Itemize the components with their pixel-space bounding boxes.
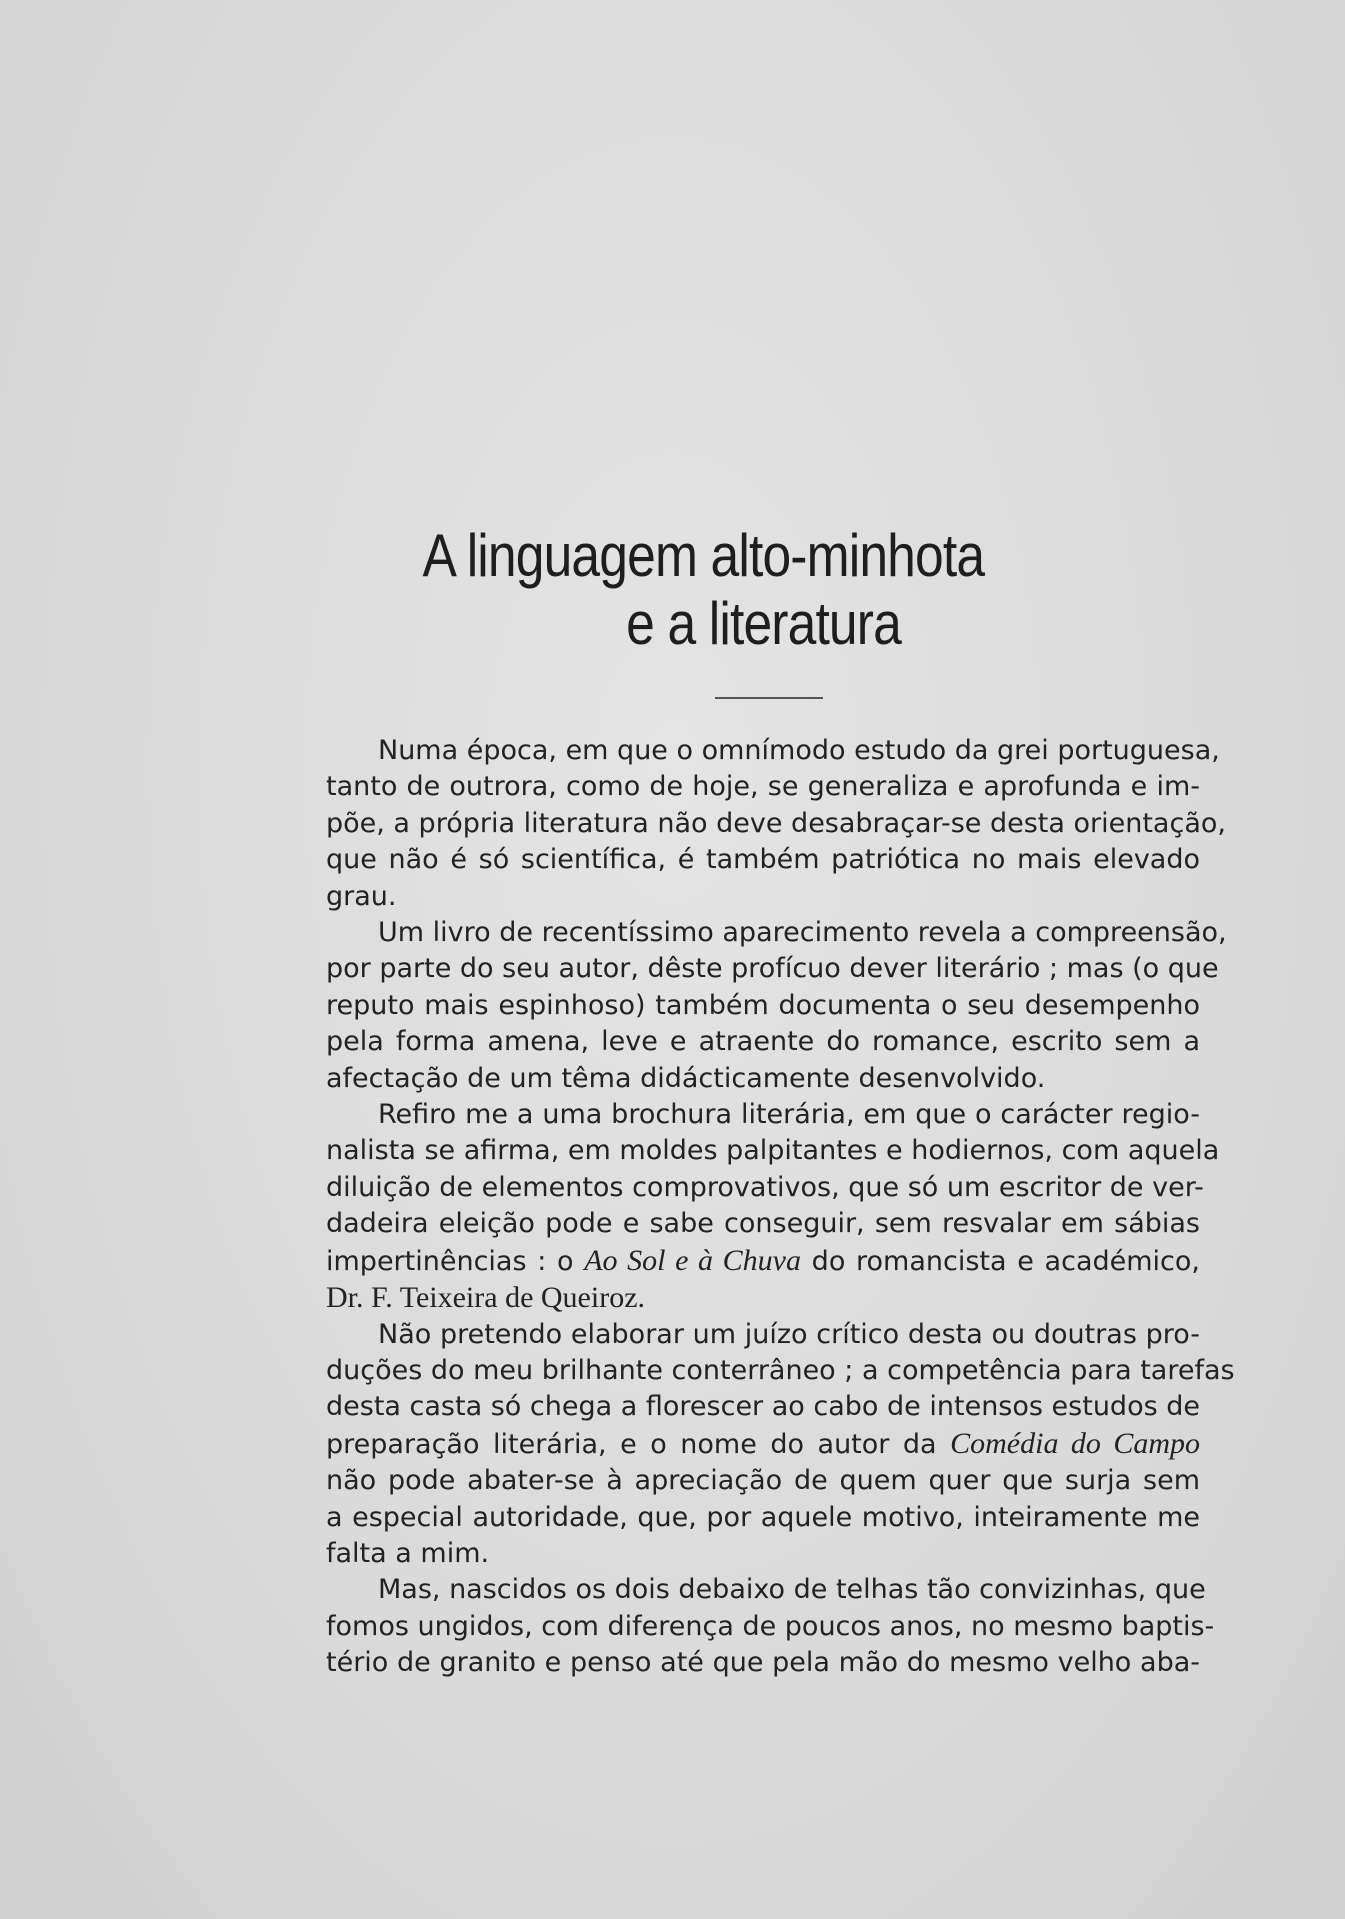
text-line: põe, a própria literatura não deve desabraçar-se desta orientação, <box>326 807 1226 839</box>
text-line: diluição de elementos comprovativos, que só um escritor de ver- <box>326 1171 1204 1203</box>
text-line: por parte do seu autor, dêste profícuo dever literário ; mas (o que <box>326 953 1219 985</box>
text-line: nalista se afirma, em moldes palpitantes e hodiernos, com aquela <box>326 1135 1220 1167</box>
text-line: reputo mais espinhoso) também documenta o seu desempenho <box>326 989 1200 1021</box>
text-line: Refiro me a uma brochura literária, em que o carácter regio- <box>378 1099 1200 1131</box>
text-line-with-book-title <box>326 1426 1200 1463</box>
book-title-ao-sol-e-a-chuva: Ao Sol e à Chuva <box>584 1243 801 1277</box>
text-line: dadeira eleição pode e sabe conseguir, sem resvalar em sábias <box>326 1208 1200 1240</box>
text-line: a especial autoridade, que, por aquele motivo, inteiramente me <box>326 1501 1200 1533</box>
text-line: não pode abater-se à apreciação de quem quer que surja sem <box>326 1465 1200 1497</box>
text-line: tério de granito e penso até que pela mão do mesmo velho aba- <box>326 1647 1200 1679</box>
text-line: que não é só scientífica, é também patriótica no mais elevado <box>326 844 1200 876</box>
text-line: falta a mim. <box>326 1537 490 1569</box>
text-line: Numa época, em que o omnímodo estudo da grei portuguesa, <box>378 735 1220 766</box>
book-title-comedia-do-campo: Comédia do Campo <box>950 1426 1200 1460</box>
text-line-with-book-title <box>326 1243 1200 1280</box>
text-line: duções do meu brilhante conterrâneo ; a competência para tarefas <box>326 1354 1235 1386</box>
text-line: Um livro de recentíssimo aparecimento revela a compreensão, <box>378 917 1227 949</box>
title-line-2: e a literatura <box>626 590 901 657</box>
title-line-1: A linguagem alto-minhota <box>422 522 985 589</box>
text-line: Mas, nascidos os dois debaixo de telhas tão convizinhas, que <box>378 1574 1206 1606</box>
text-segment: impertinências : o <box>326 1245 585 1277</box>
article-title <box>108 522 1265 658</box>
text-line: desta casta só chega a florescer ao cabo de intensos estudos de <box>326 1391 1200 1423</box>
text-line: fomos ungidos, com diferença de poucos anos, no mesmo baptis- <box>326 1610 1215 1642</box>
text-line: Não pretendo elaborar um juízo crítico desta ou doutras pro- <box>378 1318 1200 1350</box>
text-segment: do romancista e académico, <box>800 1245 1200 1277</box>
title-divider-rule <box>715 697 823 699</box>
article-body <box>326 733 1235 1682</box>
text-segment: preparação literária, e o nome do autor da <box>326 1428 951 1460</box>
text-line: tanto de outrora, como de hoje, se generaliza e aprofunda e im- <box>326 771 1200 803</box>
text-line: afectação de um têma didácticamente desenvolvido. <box>326 1062 1046 1094</box>
text-line: grau. <box>326 880 397 912</box>
text-line: Dr. F. Teixeira de Queiroz. <box>326 1281 646 1315</box>
text-line: pela forma amena, leve e atraente do romance, escrito sem a <box>326 1026 1200 1058</box>
